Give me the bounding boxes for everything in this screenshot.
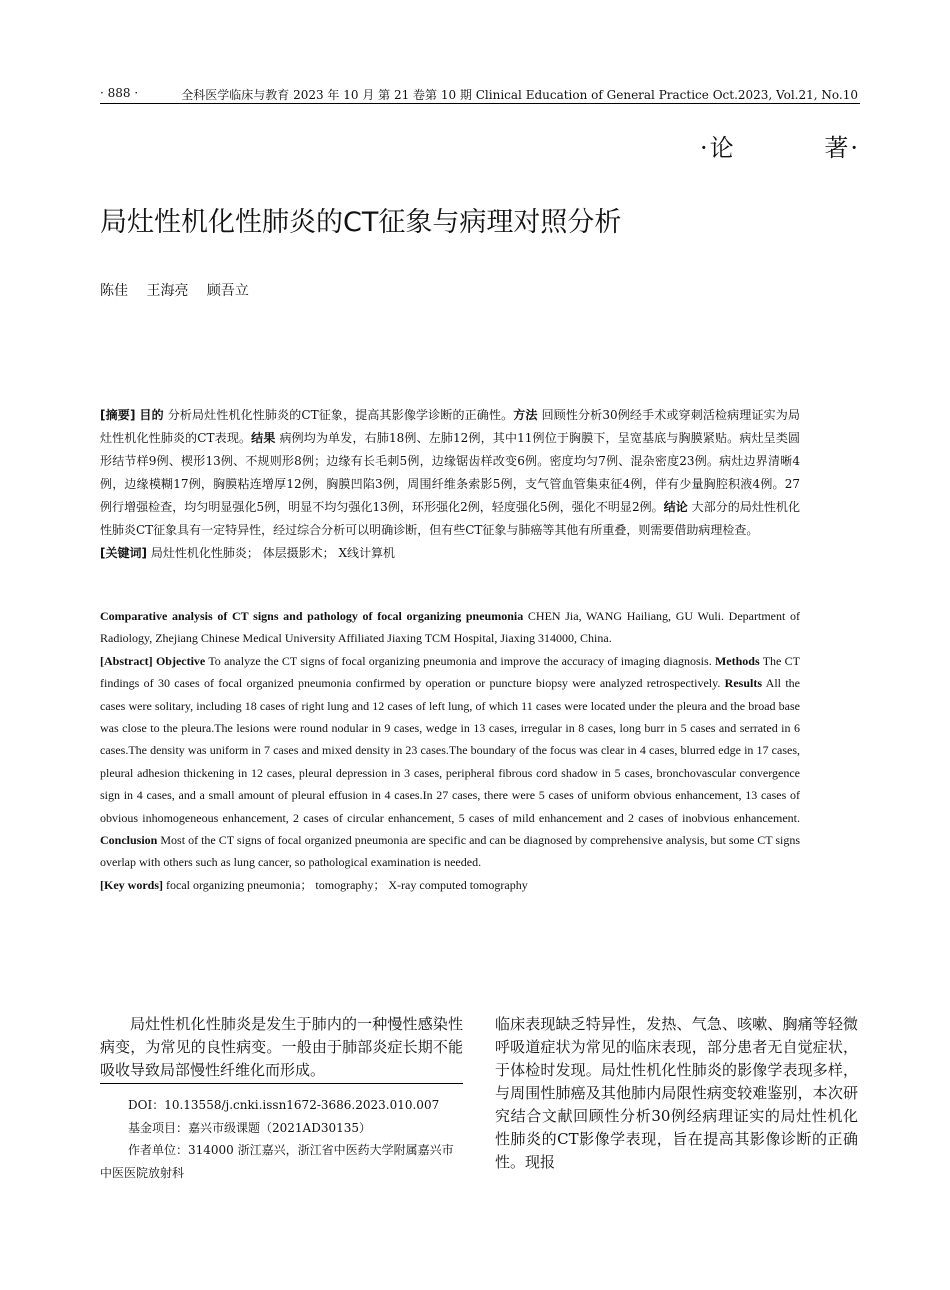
footnote-doi: DOI：10.13558/j.cnki.issn1672-3686.2023.010.007 [128, 1098, 440, 1112]
keywords-label: [关键词] [100, 546, 147, 560]
results-text: 病例均为单发，右肺18例、左肺12例，其中11例位于胸膜下，呈宽基底与胸膜紧贴。病灶呈类圆形结节样9例、楔形13例、不规则形8例；边缘有长毛刺5例，边缘锯齿样改变6例。密度均匀7例、混杂密度23例。病灶边界清晰4例，边缘模糊17例，胸膜粘连增厚12例，胸膜凹陷3例，周围纤维条索影5例，支气管血管集束征4例，伴有少量胸腔积液4例。27例行增强检查，均匀明显强化5例，明显不均匀强化13例，环形强化2例，轻度强化5例，强化不明显2例。 [100, 431, 800, 514]
body-left-paragraph: 局灶性机化性肺炎是发生于肺内的一种慢性感染性病变，为常见的良性病变。一般由于肺部炎症长期不能吸收导致局部慢性纤维化而形成。 [100, 1015, 463, 1079]
section-label-left: ·论 [700, 134, 736, 162]
conclusion-text: 大部分的局灶性机化性肺炎CT征象具有一定特异性，经过综合分析可以明确诊断，但有些CT征象与肺癌等其他有所重叠，则需要借助病理检查。 [100, 500, 800, 537]
page-number: · 888 · [100, 86, 139, 100]
article-title: 局灶性机化性肺炎的CT征象与病理对照分析 [100, 207, 622, 238]
objective-label: 目的 [139, 408, 164, 422]
methods-text: 回顾性分析30例经手术或穿刺活检病理证实为局灶性机化性肺炎的CT表现。 [100, 408, 800, 445]
body-right-paragraph: 临床表现缺乏特异性，发热、气急、咳嗽、胸痛等轻微呼吸道症状为常见的临床表现，部分患者无自觉症状，于体检时发现。局灶性机化性肺炎的影像学表现多样，与周围性肺癌及其他肺内局限性病变较难鉴别，本次研究结合文献回顾性分析30例经病理证实的局灶性机化性肺炎的CT影像学表现，旨在提高其影像诊断的正确性。现报 [495, 1015, 858, 1171]
results-label: 结果 [251, 431, 276, 445]
en-abstract-label: [Abstract] [100, 653, 153, 668]
footnote-rule [100, 1083, 463, 1084]
footnote-fund: 基金项目：嘉兴市级课题（2021AD30135） [128, 1120, 372, 1135]
conclusion-label: 结论 [663, 500, 688, 514]
en-objective: To analyze the CT signs of focal organizing pneumonia and improve the accuracy of imaging diagnosis. [208, 653, 712, 668]
abstract-en [100, 605, 800, 896]
objective-text: 分析局灶性机化性肺炎的CT征象，提高其影像学诊断的正确性。 [167, 408, 514, 422]
en-title: Comparative analysis of CT signs and pathology of focal organizing pneumonia [100, 609, 524, 623]
header-rule [100, 103, 860, 104]
section-label [700, 128, 860, 163]
en-keywords: focal organizing pneumonia； tomography； X-ray computed tomography [166, 877, 528, 892]
footnote-affiliation: 作者单位：314000 浙江嘉兴，浙江省中医药大学附属嘉兴市中医医院放射科 [100, 1143, 454, 1180]
methods-label: 方法 [513, 408, 538, 422]
en-conclusion: Most of the CT signs of focal organized pneumonia are specific and can be diagnosed by comprehensive analysis, but some CT signs overlap with others such as lung cancer, so pathological examination is needed. [100, 833, 801, 870]
en-conclusion-label: Conclusion [100, 833, 158, 848]
en-objective-label: Objective [155, 653, 206, 668]
keywords-text: 局灶性机化性肺炎； 体层摄影术； X线计算机 [150, 546, 395, 560]
en-methods: The CT findings of 30 cases of focal organized pneumonia confirmed by operation or puncture biopsy were analyzed retrospectively. [100, 653, 800, 691]
journal-header: 全科医学临床与教育 2023 年 10 月 第 21 卷第 10 期 Clinical Education of General Practice Oct.2023, Vol.21, No.10 [181, 88, 858, 102]
en-results-label: Results [724, 676, 762, 691]
section-label-right: 著· [824, 134, 860, 162]
en-keywords-label: [Key words] [100, 877, 163, 892]
en-methods-label: Methods [714, 653, 760, 668]
en-results: All the cases were solitary, including 18 cases of right lung and 12 cases of left lung, of which 11 cases were located under the pleura and the broad base was close to the pleura.The lesions were round nodular in 9 cases, wedge in 13 cases, irregular in 8 cases, long burr in 5 cases and serrated in 6 cases.The density was uniform in 7 cases and mixed density in 23 cases.The boundary of the focus was clear in 4 cases, blurred edge in 17 cases, pleural adhesion thickening in 12 cases, pleural depression in 3 cases, peripheral fibrous cord shadow in 5 cases, bronchovascular convergence sign in 4 cases, and a small amount of pleural effusion in 4 cases.In 27 cases, there were 5 cases of uniform obvious enhancement, 13 cases of obvious inhomogeneous enhancement, 2 cases of circular enhancement, 5 cases of mild enhancement and 2 cases of inobvious enhancement. [100, 676, 800, 825]
abstract-cn [100, 404, 800, 565]
abstract-label: [摘要] [100, 408, 136, 422]
en-authors: CHEN Jia, WANG Hailiang, GU Wuli. Department of Radiology, Zhejiang Chinese Medical University Affiliated Jiaxing TCM Hospital, Jiaxing 314000, China. [100, 609, 800, 646]
footnotes [100, 1094, 463, 1184]
authors: 陈佳 王海亮 顾吾立 [100, 283, 249, 299]
